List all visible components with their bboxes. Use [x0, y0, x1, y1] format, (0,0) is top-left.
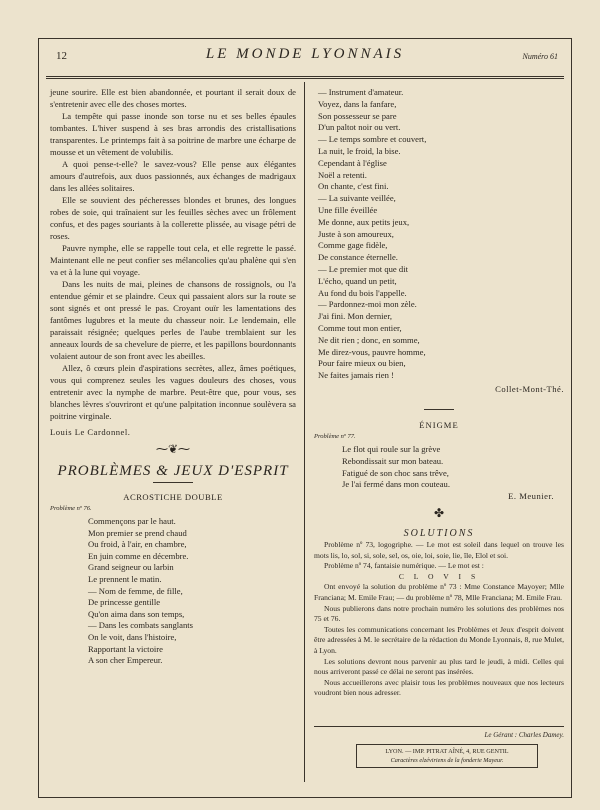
ornament-flourish-icon: ✤	[433, 506, 445, 521]
poem-line: Comme gage fidèle,	[318, 240, 388, 251]
enigme-line: Le flot qui roule sur la grève	[342, 443, 441, 454]
verse-line: Rapportant la victoire	[88, 643, 163, 654]
poem-line: Voyez, dans la fanfare,	[318, 98, 397, 109]
enigme-line: Rebondissait sur mon bateau.	[342, 455, 444, 466]
article-paragraph: Elle se souvient des pécheresses blondes et brunes, des longues robes de soie, qui traînaient sur les feuilles sèches avec un frôlement confus, et des pages souriants à la collerette plissée, au visage pétri de roses.	[50, 195, 296, 241]
verse-line: Ou froid, à l'air, en chambre,	[88, 539, 187, 550]
solution-answer: C L O V I S	[398, 571, 480, 581]
footer-rule	[314, 726, 564, 727]
poem-line: Pour faire mieux ou bien,	[318, 358, 406, 369]
solutions-paragraph: Nous publierons dans notre prochain numéro les solutions des problèmes nos 75 et 76.	[314, 603, 564, 624]
poem-line: L'écho, quand un petit,	[318, 275, 397, 286]
solutions-paragraph: Nous accueillerons avec plaisir tous les problèmes nouveaux que nos lecteurs voudront bien nous adresser.	[314, 677, 564, 698]
issue-number: Numéro 61	[522, 52, 558, 61]
right-column	[314, 86, 564, 699]
enigme-title: ÉNIGME	[419, 419, 459, 430]
journal-title: LE MONDE LYONNAIS	[205, 46, 405, 62]
poem-line: Son possesseur se pare	[318, 110, 397, 121]
poem-line: La nuit, le froid, la bise.	[318, 145, 401, 156]
article-paragraph: jeune sourire. Elle est bien abandonnée, et pourtant il serait doux de s'entretenir avec elle des choses mortes.	[50, 87, 296, 109]
solutions-title: SOLUTIONS	[403, 528, 475, 540]
section-rule	[153, 482, 193, 483]
imprint-line: Caractères elzéviriens de la fonderie Mayeur.	[390, 757, 504, 764]
poem-continuation	[314, 86, 564, 381]
enigme-verse	[314, 443, 564, 490]
poem-signature: Collet-Mont-Thé.	[495, 383, 564, 394]
imprint-line: LYON. — IMP. PITRAT AÎNÉ, 4, RUE GENTIL	[385, 748, 509, 755]
verse-line: A son cher Empereur.	[88, 655, 163, 666]
verse-line: Qu'on aima dans son temps,	[88, 608, 185, 619]
verse-line: Le prennent le matin.	[88, 573, 162, 584]
solutions-paragraph: Problème nº 74, fantaisie numérique. — Le mot est :	[324, 561, 484, 571]
verse-line: Commençons par le haut.	[88, 516, 176, 526]
verse-line: — Nom de femme, de fille,	[88, 585, 183, 596]
verse-line: On le voit, dans l'histoire,	[88, 631, 177, 642]
enigme-line: Fatigué de son choc sans trêve,	[342, 467, 449, 478]
ornament-divider-icon: ⁓❦⁓	[155, 442, 191, 456]
header-rule-double	[46, 78, 564, 79]
poem-line: D'un paltot noir ou vert.	[318, 122, 401, 133]
gerant-signature: Le Gérant : Charles Damey.	[484, 731, 564, 739]
problem-label: Problème nº 76.	[50, 505, 92, 512]
verse-line: Grand seigneur ou larbin	[88, 562, 174, 573]
article-signature: Louis Le Cardonnel.	[50, 427, 131, 437]
verse-line: Mon premier se prend chaud	[88, 527, 187, 538]
poem-line: J'ai fini. Mon dernier,	[318, 311, 392, 322]
page-header	[38, 44, 572, 72]
enigme-line: Je l'ai fermé dans mon couteau.	[342, 479, 450, 490]
poem-line: Me donne, aux petits jeux,	[318, 216, 410, 227]
poem-line: De constance éternelle.	[318, 252, 398, 263]
section-title: PROBLÈMES & JEUX D'ESPRIT	[57, 463, 289, 479]
solutions-paragraph: Toutes les communications concernant les Problèmes et Jeux d'esprit doivent être adressées à M. le secrétaire de la rédaction du Monde Lyonnais, 8, rue Mulet, à Lyon.	[314, 624, 564, 656]
acrostic-title: ACROSTICHE DOUBLE	[123, 492, 223, 502]
poem-line: Cependant à l'église	[318, 157, 387, 168]
solutions-section	[314, 540, 564, 699]
left-column	[50, 86, 296, 666]
poem-line: — Le premier mot que dit	[318, 263, 408, 274]
solutions-paragraph: Les solutions devront nous parvenir au plus tard le jeudi, à midi. Celles qui nous arriveront passé ce délai ne seront pas insérées.	[314, 656, 564, 677]
header-rule	[46, 76, 564, 77]
enigme-problem-label: Problème nº 77.	[314, 432, 356, 440]
poem-line: Ne dit rien ; donc, en somme,	[318, 334, 420, 345]
solutions-paragraph: Problème nº 73, logogriphe. — Le mot est soleil dans lequel on trouve les mots lis, lo, sol, si, sole, sel, os, oie, loi, soie, lie, île, Elol et soi.	[314, 540, 564, 560]
poem-line: Juste à son amoureux,	[318, 228, 394, 239]
poem-line: Une fille éveillée	[318, 204, 378, 215]
solutions-paragraph: Ont envoyé la solution du problème nº 73 : Mme Constance Mayoyer; Mlle Franciana; M. Emile Frau; — du problème nº 78, Mlle Franciana; M. Emile Frau.	[314, 582, 564, 603]
article-paragraph: Pauvre nymphe, elle se rappelle tout cela, et elle regrette le passé. Maintenant elle ne peut confier ses mélancolies qu'au phalène qui s'en va et à la lune qui voyage.	[50, 243, 296, 277]
poem-line: Comme tout mon entier,	[318, 322, 402, 333]
verse-line: — Dans les combats sanglants	[88, 620, 194, 631]
poem-line: On chante, c'est fini.	[318, 181, 389, 192]
poem-line: — Instrument d'amateur.	[318, 87, 404, 97]
divider-rule	[314, 403, 564, 415]
poem-line: Ne faites jamais rien !	[318, 370, 394, 381]
page-number: 12	[56, 50, 67, 62]
poem-line: Me direz-vous, pauvre homme,	[318, 346, 426, 357]
enigme-signature: E. Meunier.	[508, 491, 554, 502]
article-paragraph: La tempête qui passe inonde son torse nu et ses belles épaules tombantes. L'hiver suspend à ses bras arrondis des cristallisations transparentes. Le printemps fait à sa poitrine de marbre une écharpe de mousse et un vêtement de volubilis.	[50, 111, 296, 157]
poem-line: Au fond du bois l'appelle.	[318, 287, 407, 298]
article-paragraph: A quoi pense-t-elle? le savez-vous? Elle pense aux élégantes amours d'autrefois, aux duos passionnés, aux échanges de madrigaux dans les allées solitaires.	[50, 159, 296, 193]
article-paragraph: Dans les nuits de mai, pleines de chansons de rossignols, ou l'a entendue gémir et se plaindre. Ceux qui passaient alors sur la route se sont signés et ont pressé le pas. Croyant ouïr les lamentations des fantômes lugubres et la meute du chasseur noir. Le lendemain, elle paraissait résignée; quelques perles de l'aube tremblaient sur les anneaux lourds de sa chevelure de pierre, et les papillons bourdonnants volaient autour de son front avec les abeilles.	[50, 279, 296, 361]
poem-line: — Le temps sombre et couvert,	[318, 134, 427, 145]
poem-line: — La suivante veillée,	[318, 193, 396, 204]
printer-imprint	[356, 744, 538, 768]
poem-line: — Pardonnez-moi mon zèle.	[318, 299, 417, 310]
column-divider	[304, 82, 305, 782]
verse-line: De princesse gentille	[88, 597, 161, 608]
verse-line: En juin comme en décembre.	[88, 550, 189, 561]
poem-line: Noël a retenti.	[318, 169, 367, 180]
acrostic-verse	[50, 515, 296, 666]
article-paragraph: Allez, ô cœurs plein d'aspirations secrètes, allez, âmes poétiques, vous qui comprenez seules les vagues douleurs des choses, vous entretenir avec la nymphe de marbre. Peut-être que, pour vous, ses blanches lèvres s'ouvriront et qu'une palpitation inconnue soulèvera sa poitrine virginale.	[50, 363, 296, 421]
